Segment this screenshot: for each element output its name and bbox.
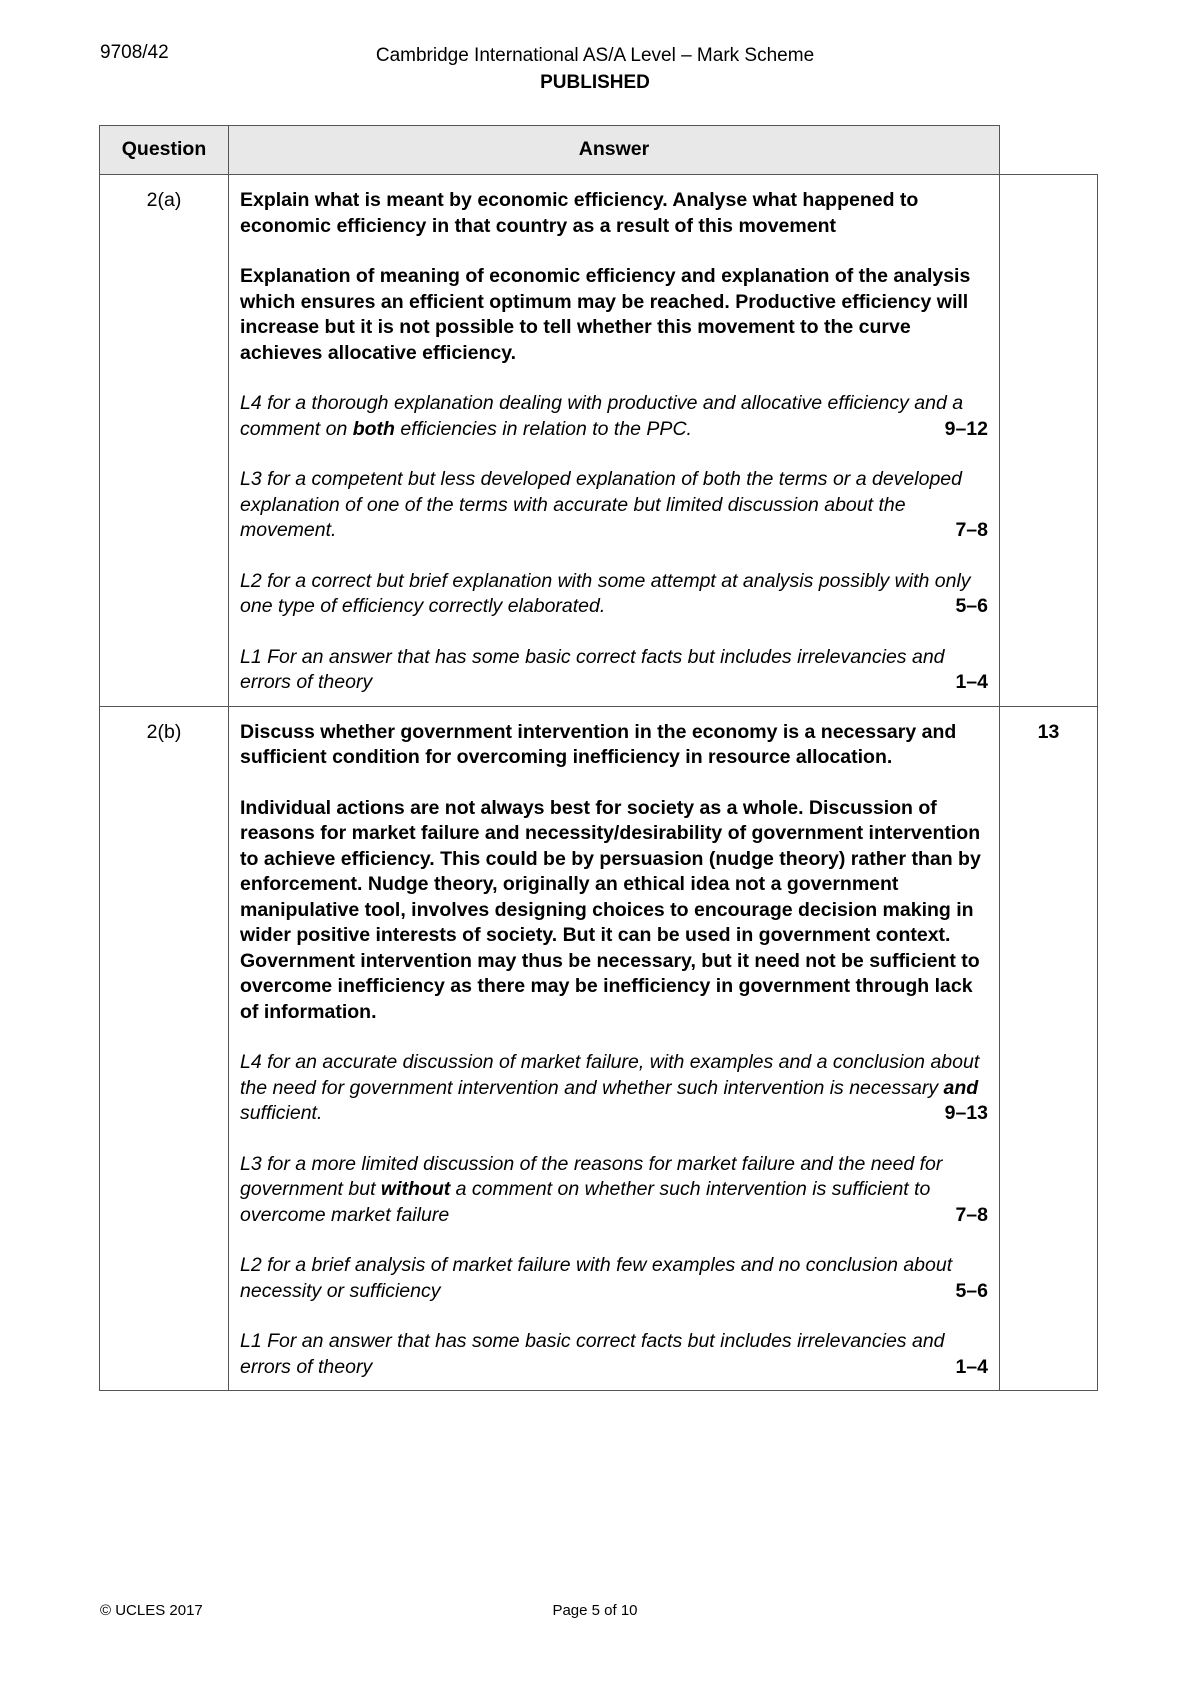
mark-scheme-table <box>99 125 1098 1391</box>
marks-column-header <box>1000 126 1098 175</box>
level-mark-range: 5–6 <box>955 595 988 617</box>
level-mark-range: 7–8 <box>955 519 988 541</box>
level-mark-range: 9–13 <box>944 1102 988 1124</box>
level-descriptor: L4 for an accurate discussion of market failure, with examples and a conclusion about the need for government intervention and whether such intervention is necessary and sufficient. 9–13 <box>240 1050 988 1127</box>
document-title: Cambridge International AS/A Level – Mark Scheme <box>375 45 815 66</box>
publication-status: PUBLISHED <box>540 72 650 93</box>
answer-cell <box>229 175 1000 707</box>
copyright-notice: © UCLES 2017 <box>100 1602 203 1619</box>
paper-code: 9708/42 <box>100 42 169 63</box>
level-descriptor: L2 for a correct but brief explanation with some attempt at analysis possibly with only one type of efficiency correctly elaborated. 5–6 <box>240 569 988 620</box>
level-descriptor: L2 for a brief analysis of market failure with few examples and no conclusion about necessity or sufficiency 5–6 <box>240 1253 988 1304</box>
question-column-header: Question <box>100 126 229 175</box>
level-mark-range: 7–8 <box>955 1203 988 1226</box>
level-mark-range: 5–6 <box>955 1279 988 1302</box>
indicative-content: Explanation of meaning of economic efficiency and explanation of the analysis which ensures an efficient optimum may be reached. Productive efficiency will increase but it is not possible to tell whether this movement to the curve achieves allocative efficiency. <box>240 265 971 364</box>
answer-column-header: Answer <box>229 126 1000 175</box>
level-descriptor: L4 for a thorough explanation dealing with productive and allocative efficiency and a comment on both efficiencies in relation to the PPC. 9–12 <box>240 391 988 442</box>
level-mark-range: 1–4 <box>955 1355 988 1378</box>
indicative-content: Individual actions are not always best for society as a whole. Discussion of reasons for market failure and necessity/desirability of government intervention to achieve efficiency. This could be by persuasion (nudge theory) rather than by enforcement. Nudge theory, originally an ethical idea not a government manipulative tool, involves designing choices to encourage decision making in wider positive interests of society. But it can be used in government context. Government intervention may thus be necessary, but it need not be sufficient to overcome inefficiency as there may be inefficiency in government through lack of information. <box>240 796 981 1023</box>
table-row <box>100 175 1098 707</box>
level-descriptor: L1 For an answer that has some basic correct facts but includes irrelevancies and errors of theory 1–4 <box>240 645 988 696</box>
level-mark-range: 9–12 <box>944 417 988 440</box>
level-descriptor: L1 For an answer that has some basic correct facts but includes irrelevancies and errors of theory 1–4 <box>240 1329 988 1380</box>
table-row <box>100 706 1098 1391</box>
level-mark-range: 1–4 <box>955 671 988 693</box>
question-prompt: Discuss whether government intervention in the economy is a necessary and sufficient condition for overcoming inefficiency in resource allocation. <box>240 720 957 768</box>
question-prompt: Explain what is meant by economic efficiency. Analyse what happened to economic efficiency in that country as a result of this movement <box>240 189 919 237</box>
level-descriptor: L3 for a more limited discussion of the reasons for market failure and the need for government but without a comment on whether such intervention is sufficient to overcome market failure 7–8 <box>240 1152 988 1229</box>
page-number: Page 5 of 10 <box>552 1602 638 1619</box>
question-number: 2(b) <box>100 706 229 1391</box>
question-number: 2(a) <box>100 175 229 707</box>
document-header <box>0 42 1190 96</box>
level-descriptor: L3 for a competent but less developed explanation of both the terms or a developed explanation of one of the terms with accurate but limited discussion about the movement. 7–8 <box>240 467 988 544</box>
marks-cell: 13 <box>1000 706 1098 1391</box>
answer-cell <box>229 706 1000 1391</box>
marks-cell <box>1000 175 1098 707</box>
table-header-row <box>100 126 1098 175</box>
